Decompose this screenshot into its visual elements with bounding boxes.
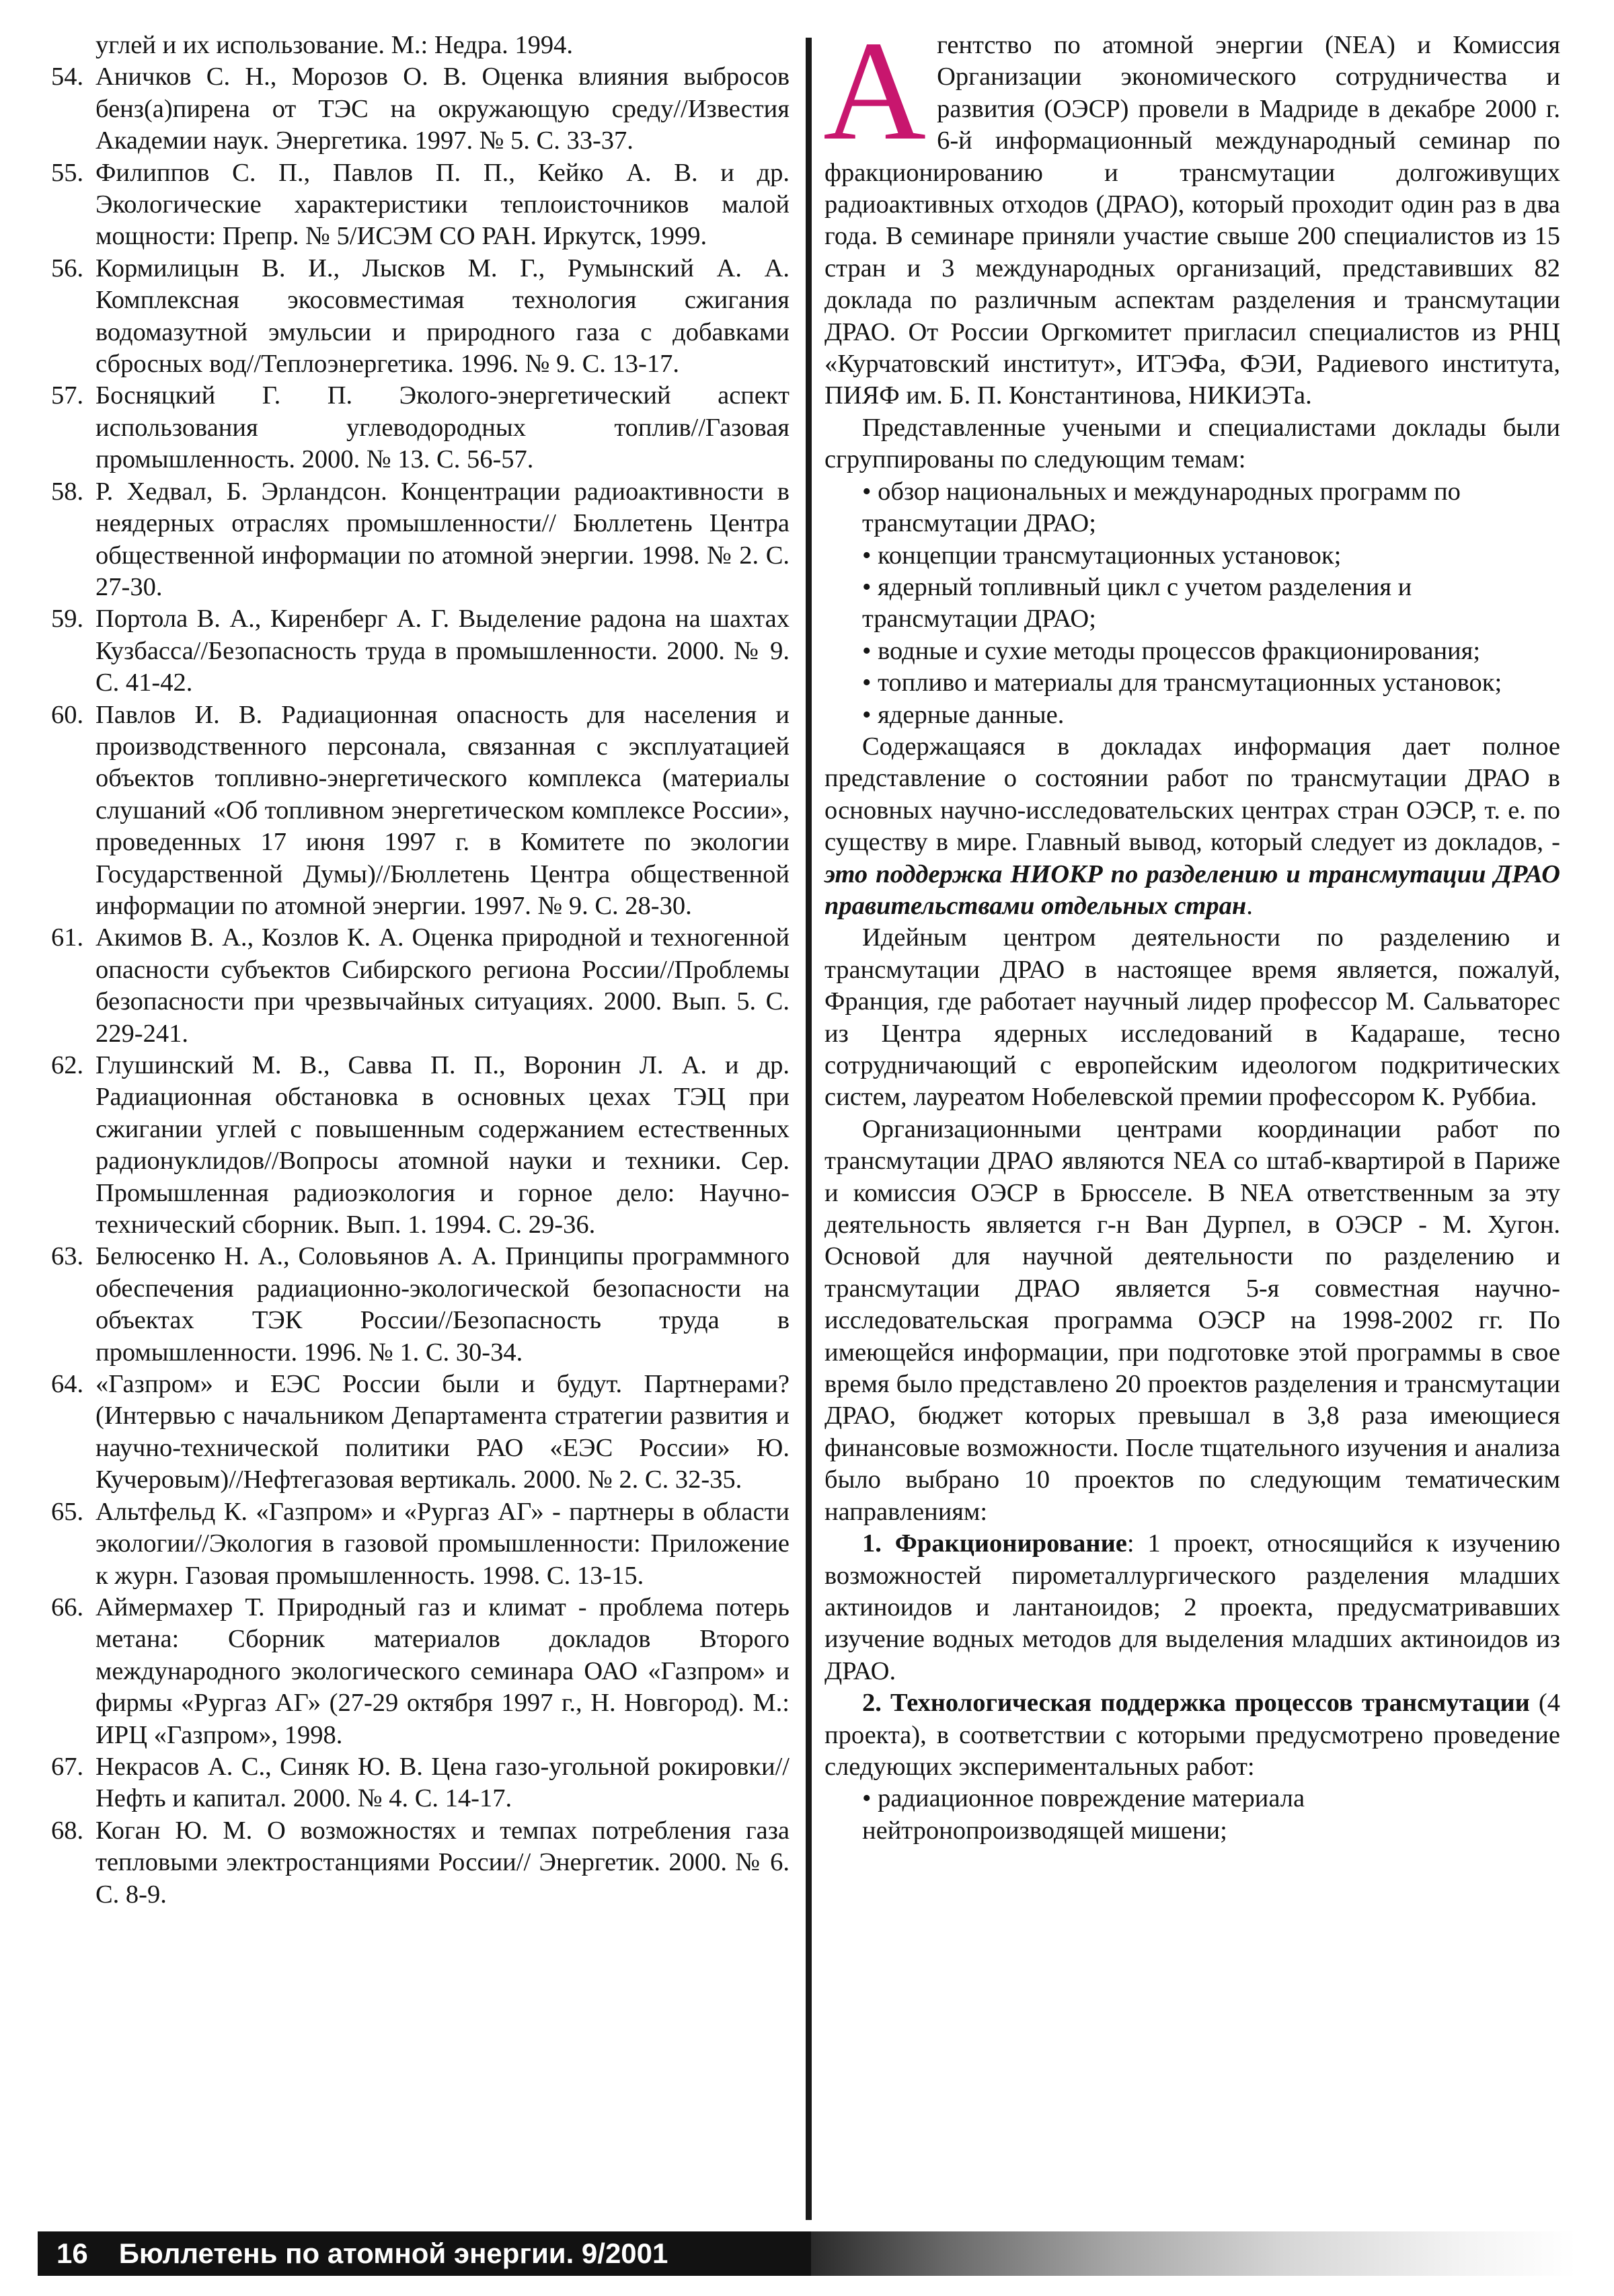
- reference-text: Портола В. А., Киренберг А. Г. Выделение радона на шахтах Кузбасса//Безопасность труда в промышленности. 2000. № 9. С. 41-42.: [95, 605, 790, 697]
- reference-text: Глушинский М. В., Савва П. П., Воронин Л. А. и др. Радиационная обстановка в основных цехах ТЭЦ при сжигании углей с повышенным содержанием естественных радионуклидов//Вопросы атомной науки и техники. Сер. Промышленная радиоэкология и горное дело: Научно-технический сборник. Вып. 1. 1994. С. 29-36.: [95, 1051, 790, 1239]
- reference-item: [51, 1815, 790, 1911]
- reference-item: [51, 1592, 790, 1751]
- reference-number: 56.: [51, 254, 84, 282]
- reference-text: «Газпром» и ЕЭС России были и будут. Партнерами? (Интервью с начальником Департамента стратегии развития и научно-технической политики РАО «ЕЭС России» Ю. Кучеровым)//Нефтегазовая вертикаль. 2000. № 2. С. 32-35.: [95, 1370, 790, 1494]
- page-footer: [38, 2231, 1576, 2276]
- reference-item: [51, 699, 790, 923]
- reference-number: 65.: [51, 1497, 84, 1526]
- topic-list: [824, 476, 1560, 731]
- direction-2-label: 2. Технологическая поддержка процессов трансмутации: [862, 1689, 1530, 1718]
- reference-item: [51, 1751, 790, 1815]
- drop-cap: А: [823, 11, 927, 169]
- reference-number: 55.: [51, 158, 84, 187]
- reference-text: Акимов В. А., Козлов К. А. Оценка природной и техногенной опасности субъектов Сибирского региона России//Проблемы безопасности при чрезвычайных ситуациях. 2000. Вып. 5. С. 229-241.: [95, 923, 790, 1048]
- reference-number: 59.: [51, 605, 84, 634]
- footer-text: [56, 2235, 668, 2272]
- reference-text: Р. Хедвал, Б. Эрландсон. Концентрации радиоактивности в неядерных отраслях промышленности// Бюллетень Центра общественной информации по атомной энергии. 1998. № 2. С. 27-30.: [95, 477, 790, 601]
- right-column: [823, 11, 1560, 1847]
- reference-number: 60.: [51, 700, 84, 729]
- direction-1-text: : 1 проект, относящийся к изучению возможностей пирометаллургического разделения младших актиноидов и лантаноидов; 2 проекта, предусматривавших изучение водных методов для выделения младших актиноидов из ДРАО.: [824, 1529, 1560, 1685]
- reference-number: 66.: [51, 1593, 84, 1621]
- reference-item: [51, 922, 790, 1050]
- reference-item: [51, 61, 790, 157]
- reference-item: [51, 380, 790, 475]
- reference-number: 57.: [51, 381, 84, 410]
- coordination-paragraph: Организационными центрами координации работ по трансмутации ДРАО являются NEA со штаб-квартирой в Париже и комиссия ОЭСР в Брюсселе. В NEA ответственным за эту деятельность является г-н Ван Дурпел, в ОЭСР - М. Хугон. Основой для научной деятельности по разделению и трансмутации ДРАО является 5-я совместная научно-исследовательская программа ОЭСР на 1998-2002 гг. По имеющейся информации, при подготовке этой программы в свое время было представлено 20 проектов разделения и трансмутации ДРАО, бюджет которых превышал в 3,8 раза имеющиеся финансовые возможности. После тщательного изучения и анализа было выбрано 10 проектов по следующим тематическим направлениям:: [824, 1114, 1560, 1526]
- reference-text: Белюсенко Н. А., Соловьянов А. А. Принципы программного обеспечения радиационно-экологической безопасности на объектах ТЭК России//Безопасность труда в промышленности. 1996. № 1. С. 30-34.: [95, 1242, 790, 1367]
- reference-item: [51, 1369, 790, 1496]
- reference-text: Филиппов С. П., Павлов П. П., Кейко А. В. и др. Экологические характеристики теплоисточников малой мощности: Препр. № 5/ИСЭМ СО РАН. Иркутск, 1999.: [95, 158, 790, 251]
- reference-number: 68.: [51, 1816, 84, 1845]
- journal-title: Бюллетень по атомной энергии. 9/2001: [118, 2237, 668, 2269]
- column-divider: [806, 38, 812, 2220]
- reference-item: [51, 603, 790, 699]
- conclusion-end: .: [1246, 891, 1253, 920]
- article-intro: [823, 11, 1560, 412]
- topic-item: • ядерный топливный цикл с учетом разделения и трансмутации ДРАО;: [862, 572, 1412, 634]
- reference-number: 61.: [51, 923, 84, 952]
- footer-gradient: [811, 2231, 1576, 2276]
- reference-text: Некрасов А. С., Синяк Ю. В. Цена газо-угольной рокировки//Нефть и капитал. 2000. № 4. С. 14-17.: [95, 1752, 790, 1813]
- conclusion-paragraph: [824, 731, 1560, 922]
- topic-item: • обзор национальных и международных программ по трансмутации ДРАО;: [862, 477, 1461, 538]
- reference-text: Босняцкий Г. П. Эколого-энергетический аспект использования углеводородных топлив//Газовая промышленность. 2000. № 13. С. 56-57.: [95, 381, 790, 474]
- left-column: [51, 30, 790, 1911]
- reference-item: [51, 1241, 790, 1369]
- topic-item: • концепции трансмутационных установок;: [862, 541, 1342, 570]
- reference-number: 64.: [51, 1370, 84, 1399]
- last-bullet: • радиационное повреждение материала нейтронопроизводящей мишени;: [862, 1784, 1305, 1845]
- reference-text: Кормилицын В. И., Лысков М. Г., Румынский А. А. Комплексная экосовместимая технология сжигания водомазутной эмульсии и природного газа с добавками сбросных вод//Теплоэнергетика. 1996. № 9. С. 13-17.: [95, 254, 790, 379]
- reference-number: 63.: [51, 1242, 84, 1271]
- reference-text: Павлов И. В. Радиационная опасность для населения и производственного персонала, связанная с эксплуатацией объектов топливно-энергетического комплекса (материалы слушаний «Об топливном энергетическом комплексе России», проведенных 17 июня 1997 г. в Комитете по экологии Государственной Думы)//Бюллетень Центра общественной информации по атомной энергии. 1997. № 9. С. 28-30.: [95, 700, 790, 920]
- reference-item: [51, 1050, 790, 1241]
- leader-paragraph: Идейным центром деятельности по разделению и трансмутации ДРАО в настоящее время является, пожалуй, Франция, где работает научный лидер профессор М. Сальваторес из Центра ядерных исследований в Кадараше, тесно сотрудничающий с европейским идеологом подкритических систем, лауреатом Нобелевской премии профессором К. Руббиа.: [824, 923, 1560, 1112]
- reference-text: Коган Ю. М. О возможностях и темпах потребления газа тепловыми электростанциями России// Энергетик. 2000. № 6. С. 8-9.: [95, 1816, 790, 1909]
- conclusion-text: Содержащаяся в докладах информация дает полное представление о состоянии работ по трансмутации ДРАО в основных научно-исследовательских центрах стран ОЭСР, т. е. по существу в мире. Главный вывод, который следует из докладов, -: [824, 732, 1560, 857]
- reference-continuation-text: углей и их использование. М.: Недра. 1994.: [95, 31, 574, 59]
- reference-item: [51, 157, 790, 253]
- direction-1-label: 1. Фракционирование: [862, 1529, 1127, 1558]
- reference-number: 67.: [51, 1752, 84, 1781]
- reference-text: Аймермахер Т. Природный газ и климат - проблема потерь метана: Сборник материалов докладов Второго международного экологического семинара ОАО «Газпром» и фирмы «Рургаз АГ» (27-29 октября 1997 г., Н. Новгород). М.: ИРЦ «Газпром», 1998.: [95, 1593, 790, 1749]
- topics-intro: Представленные учеными и специалистами доклады были сгруппированы по следующим темам:: [824, 413, 1560, 474]
- topic-item: • ядерные данные.: [862, 700, 1065, 729]
- page-number: 16: [56, 2237, 88, 2269]
- reference-number: 54.: [51, 63, 84, 91]
- reference-number: 62.: [51, 1051, 84, 1079]
- topic-item: • топливо и материалы для трансмутационных установок;: [862, 668, 1502, 697]
- reference-item: [51, 253, 790, 381]
- reference-number: 58.: [51, 477, 84, 506]
- reference-item: [51, 1496, 790, 1592]
- reference-text: Аничков С. Н., Морозов О. В. Оценка влияния выбросов бенз(а)пирена от ТЭС на окружающую среду//Известия Академии наук. Энергетика. 1997. № 5. С. 33-37.: [95, 63, 790, 155]
- direction-2-text: (4 проекта), в соответствии с которыми предусмотрено проведение следующих экспериментальных работ:: [824, 1689, 1560, 1781]
- intro-text: гентство по атомной энергии (NEA) и Комиссия Организации экономического сотрудничества и развития (ОЭСР) провели в Мадриде в декабре 2000 г. 6-й информационный международный семинар по фракционированию и трансмутации долгоживущих радиоактивных отходов (ДРАО), который проходит один раз в два года. В семинаре приняли участие свыше 200 специалистов из 15 стран и 3 международных организаций, представивших 82 доклада по различным аспектам разделения и трансмутации ДРАО. От России Оргкомитет пригласил специалистов из РНЦ «Курчатовский институт», ИТЭФа, ФЭИ, Радиевого института, ПИЯФ им. Б. П. Константинова, НИКИЭТа.: [824, 31, 1560, 410]
- conclusion-emphasis: это поддержка НИОКР по разделению и трансмутации ДРАО правительствами отдельных стран: [824, 859, 1560, 920]
- topic-item: • водные и сухие методы процессов фракционирования;: [862, 636, 1481, 665]
- reference-text: Альтфельд К. «Газпром» и «Рургаз АГ» - партнеры в области экологии//Экология в газовой промышленности: Приложение к журн. Газовая промышленность. 1998. С. 13-15.: [95, 1497, 790, 1590]
- direction-1-paragraph: [824, 1528, 1560, 1687]
- reference-continuation: [51, 30, 790, 61]
- reference-item: [51, 476, 790, 604]
- direction-2-paragraph: [824, 1687, 1560, 1783]
- reference-list: [51, 61, 790, 1911]
